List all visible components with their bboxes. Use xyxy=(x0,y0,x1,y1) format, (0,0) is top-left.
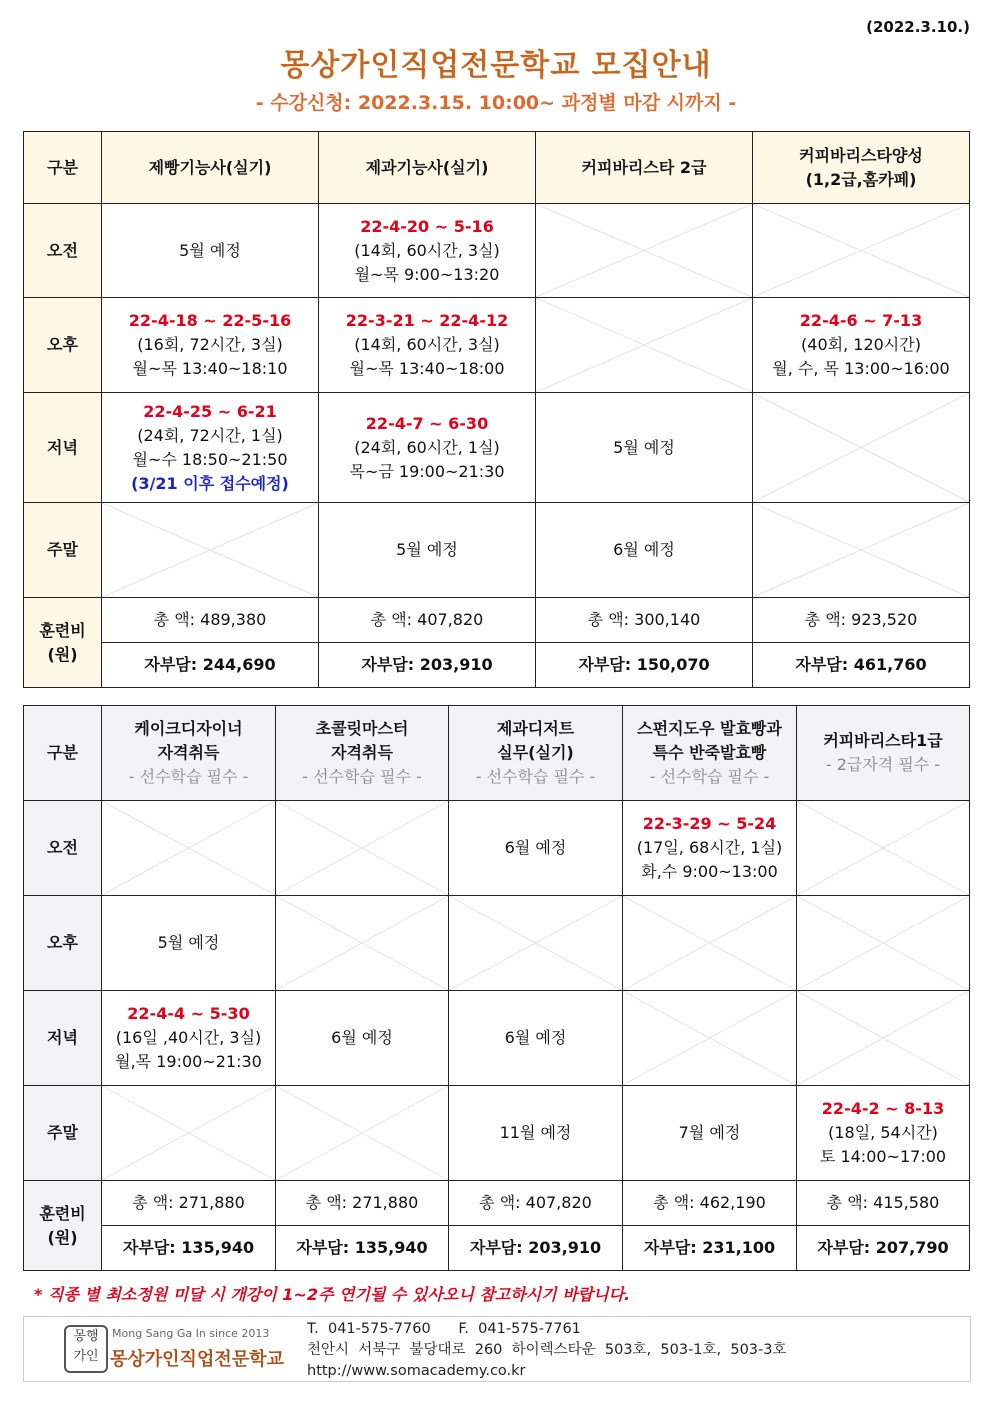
fee-total: 총 액: 489,380 xyxy=(102,598,319,643)
schedule-cell xyxy=(797,1086,970,1181)
course-hours: (17일, 68시간, 1실) xyxy=(636,838,783,857)
course-time: 토 14:00~17:00 xyxy=(819,1147,947,1166)
fee-total: 총 액: 415,580 xyxy=(797,1181,970,1226)
empty-cell xyxy=(276,1086,449,1181)
fee-total: 총 액: 407,820 xyxy=(319,598,536,643)
schedule-cell xyxy=(102,298,319,393)
phone-fax: T. 041-575-7760 F. 041-575-7761 xyxy=(307,1321,581,1337)
fee-self: 자부담: 135,940 xyxy=(102,1226,276,1271)
footer xyxy=(23,1316,971,1382)
course-hours: (40회, 120시간) xyxy=(801,335,921,354)
column-header xyxy=(449,706,623,801)
schedule-cell: 5월 예정 xyxy=(536,393,753,503)
fee-label: 훈련비 xyxy=(39,1203,86,1223)
fee-self: 자부담: 203,910 xyxy=(449,1226,623,1271)
fee-row-self xyxy=(24,1226,970,1271)
row-label: 저녁 xyxy=(24,991,102,1086)
column-header: 커피바리스타 2급 xyxy=(536,132,753,204)
website-link[interactable]: http://www.somacademy.co.kr xyxy=(307,1363,526,1379)
course-time: 월~수 18:50~21:50 xyxy=(132,449,288,469)
course-hours: (16회, 72시간, 3실) xyxy=(137,335,283,354)
fee-total: 총 액: 271,880 xyxy=(102,1181,276,1226)
column-prerequisite: - 2급자격 필수 - xyxy=(825,755,941,774)
column-prerequisite: - 선수학습 필수 - xyxy=(128,767,249,786)
table-row-evening xyxy=(24,991,970,1086)
schedule-cell: 5월 예정 xyxy=(102,204,319,298)
course-dates: 22-4-7 ~ 6-30 xyxy=(365,413,489,433)
column-header-line: 케이크디자이너 xyxy=(134,719,243,738)
fee-total: 총 액: 300,140 xyxy=(536,598,753,643)
empty-cell xyxy=(102,1086,276,1181)
course-hours: (18일, 54시간) xyxy=(828,1123,938,1142)
column-header-line: 자격취득 xyxy=(157,743,220,762)
row-label: 저녁 xyxy=(24,393,102,503)
table-row-morning xyxy=(24,204,970,298)
schedule-cell xyxy=(623,801,797,896)
column-header xyxy=(102,706,276,801)
course-time: 목~금 19:00~21:30 xyxy=(349,461,505,481)
schedule-cell: 7월 예정 xyxy=(623,1086,797,1181)
course-hours: (14회, 60시간, 3실) xyxy=(354,335,500,354)
course-dates: 22-4-6 ~ 7-13 xyxy=(799,311,923,330)
schedule-cell xyxy=(319,204,536,298)
empty-cell xyxy=(536,298,753,393)
column-prerequisite: - 선수학습 필수 - xyxy=(302,767,422,786)
row-label: 주말 xyxy=(24,1086,102,1181)
fee-self: 자부담: 231,100 xyxy=(623,1226,797,1271)
schedule-cell: 5월 예정 xyxy=(319,503,536,598)
column-header xyxy=(753,132,970,204)
column-header-line: 실무(실기) xyxy=(497,743,574,762)
fee-self: 자부담: 135,940 xyxy=(276,1226,449,1271)
fee-row-self xyxy=(24,643,970,688)
schedule-table-2 xyxy=(23,705,970,1271)
empty-cell xyxy=(753,204,970,298)
corner-cell: 구분 xyxy=(24,132,102,204)
row-label xyxy=(24,598,102,688)
fee-unit: (원) xyxy=(47,1227,78,1247)
column-header xyxy=(797,706,970,801)
table-row-evening xyxy=(24,393,970,503)
table-row-morning xyxy=(24,801,970,896)
logo-english-text: Mong Sang Ga In since 2013 xyxy=(112,1327,270,1340)
course-hours: (24회, 72시간, 1실) xyxy=(137,425,283,445)
column-header-line: 자격취득 xyxy=(331,743,393,762)
fee-self: 자부담: 150,070 xyxy=(536,643,753,688)
course-time: 월~목 13:40~18:00 xyxy=(349,359,505,378)
column-header-line: (1,2급,홈카페) xyxy=(805,169,917,189)
column-header-line: 스펀지도우 발효빵과 xyxy=(637,719,782,738)
corner-cell: 구분 xyxy=(24,706,102,801)
table-row-afternoon xyxy=(24,298,970,393)
empty-cell xyxy=(102,801,276,896)
empty-cell xyxy=(102,503,319,598)
column-header-line: 제과디저트 xyxy=(496,719,575,738)
column-header xyxy=(276,706,449,801)
empty-cell xyxy=(623,896,797,991)
course-dates: 22-4-18 ~ 22-5-16 xyxy=(128,311,292,330)
course-dates: 22-4-4 ~ 5-30 xyxy=(127,1004,250,1023)
course-time: 월~목 13:40~18:10 xyxy=(132,359,288,378)
row-label: 오후 xyxy=(24,298,102,393)
schedule-cell: 6월 예정 xyxy=(536,503,753,598)
document-date: (2022.3.10.) xyxy=(866,18,970,36)
logo-korean-text: 몽상가인직업전문학교 xyxy=(110,1349,284,1370)
fee-label: 훈련비 xyxy=(39,620,86,640)
row-label: 오후 xyxy=(24,896,102,991)
empty-cell xyxy=(753,393,970,503)
contact-info xyxy=(307,1319,787,1382)
empty-cell xyxy=(536,204,753,298)
row-label: 오전 xyxy=(24,204,102,298)
notice-text: * 직종 별 최소정원 미달 시 개강이 1~2주 연기될 수 있사오니 참고하시기 바랍니다. xyxy=(34,1285,631,1304)
schedule-table-1 xyxy=(23,131,970,688)
empty-cell xyxy=(797,991,970,1086)
column-header-line: 초콜릿마스터 xyxy=(315,719,409,738)
school-logo xyxy=(64,1325,294,1373)
course-dates: 22-4-20 ~ 5-16 xyxy=(360,216,494,236)
table-row-weekend xyxy=(24,503,970,598)
course-time: 월~목 9:00~13:20 xyxy=(354,264,500,284)
table-row-weekend xyxy=(24,1086,970,1181)
empty-cell xyxy=(276,896,449,991)
empty-cell xyxy=(753,503,970,598)
course-time: 월, 수, 목 13:00~16:00 xyxy=(772,359,950,378)
fee-total: 총 액: 407,820 xyxy=(449,1181,623,1226)
schedule-cell xyxy=(319,298,536,393)
empty-cell xyxy=(276,801,449,896)
fee-total: 총 액: 923,520 xyxy=(753,598,970,643)
schedule-cell: 6월 예정 xyxy=(276,991,449,1086)
column-header-line: 커피바리스타1급 xyxy=(823,731,943,750)
column-header: 제과기능사(실기) xyxy=(319,132,536,204)
course-dates: 22-4-2 ~ 8-13 xyxy=(821,1099,945,1118)
course-dates: 22-3-29 ~ 5-24 xyxy=(642,814,777,833)
schedule-cell: 11월 예정 xyxy=(449,1086,623,1181)
row-label xyxy=(24,1181,102,1271)
fee-self: 자부담: 461,760 xyxy=(753,643,970,688)
schedule-cell: 5월 예정 xyxy=(102,896,276,991)
fee-unit: (원) xyxy=(47,644,78,664)
empty-cell xyxy=(623,991,797,1086)
logo-mark: 몽행 가인 xyxy=(64,1325,108,1373)
course-time: 월,목 19:00~21:30 xyxy=(115,1052,262,1071)
row-label: 오전 xyxy=(24,801,102,896)
empty-cell xyxy=(449,896,623,991)
table-header-row xyxy=(24,132,970,204)
page-subtitle: - 수강신청: 2022.3.15. 10:00~ 과정별 마감 시까지 - xyxy=(255,92,737,114)
fee-row-total xyxy=(24,598,970,643)
schedule-cell xyxy=(102,991,276,1086)
row-label: 주말 xyxy=(24,503,102,598)
table-row-afternoon xyxy=(24,896,970,991)
fee-total: 총 액: 271,880 xyxy=(276,1181,449,1226)
empty-cell xyxy=(797,896,970,991)
column-header-line: 커피바리스타양성 xyxy=(799,145,923,165)
column-prerequisite: - 선수학습 필수 - xyxy=(475,767,596,786)
table-header-row xyxy=(24,706,970,801)
course-hours: (16일 ,40시간, 3실) xyxy=(115,1028,262,1047)
course-dates: 22-3-21 ~ 22-4-12 xyxy=(345,311,509,330)
schedule-cell: 6월 예정 xyxy=(449,991,623,1086)
course-hours: (24회, 60시간, 1실) xyxy=(354,437,500,457)
column-prerequisite: - 선수학습 필수 - xyxy=(649,767,770,786)
fee-self: 자부담: 207,790 xyxy=(797,1226,970,1271)
course-hours: (14회, 60시간, 3실) xyxy=(354,240,500,260)
column-header: 제빵기능사(실기) xyxy=(102,132,319,204)
schedule-cell xyxy=(319,393,536,503)
course-dates: 22-4-25 ~ 6-21 xyxy=(143,401,277,421)
fee-self: 자부담: 203,910 xyxy=(319,643,536,688)
fee-self: 자부담: 244,690 xyxy=(102,643,319,688)
column-header-line: 특수 반죽발효빵 xyxy=(652,743,767,762)
empty-cell xyxy=(797,801,970,896)
fee-total: 총 액: 462,190 xyxy=(623,1181,797,1226)
schedule-cell xyxy=(102,393,319,503)
page-title: 몽상가인직업전문학교 모집안내 xyxy=(280,48,712,83)
fee-row-total xyxy=(24,1181,970,1226)
registration-note: (3/21 이후 접수예정) xyxy=(131,473,289,493)
column-header xyxy=(623,706,797,801)
schedule-cell: 6월 예정 xyxy=(449,801,623,896)
course-time: 화,수 9:00~13:00 xyxy=(641,862,778,881)
address: 천안시 서북구 불당대로 260 하이렉스타운 503호, 503-1호, 503-3호 xyxy=(307,1342,787,1358)
schedule-cell xyxy=(753,298,970,393)
